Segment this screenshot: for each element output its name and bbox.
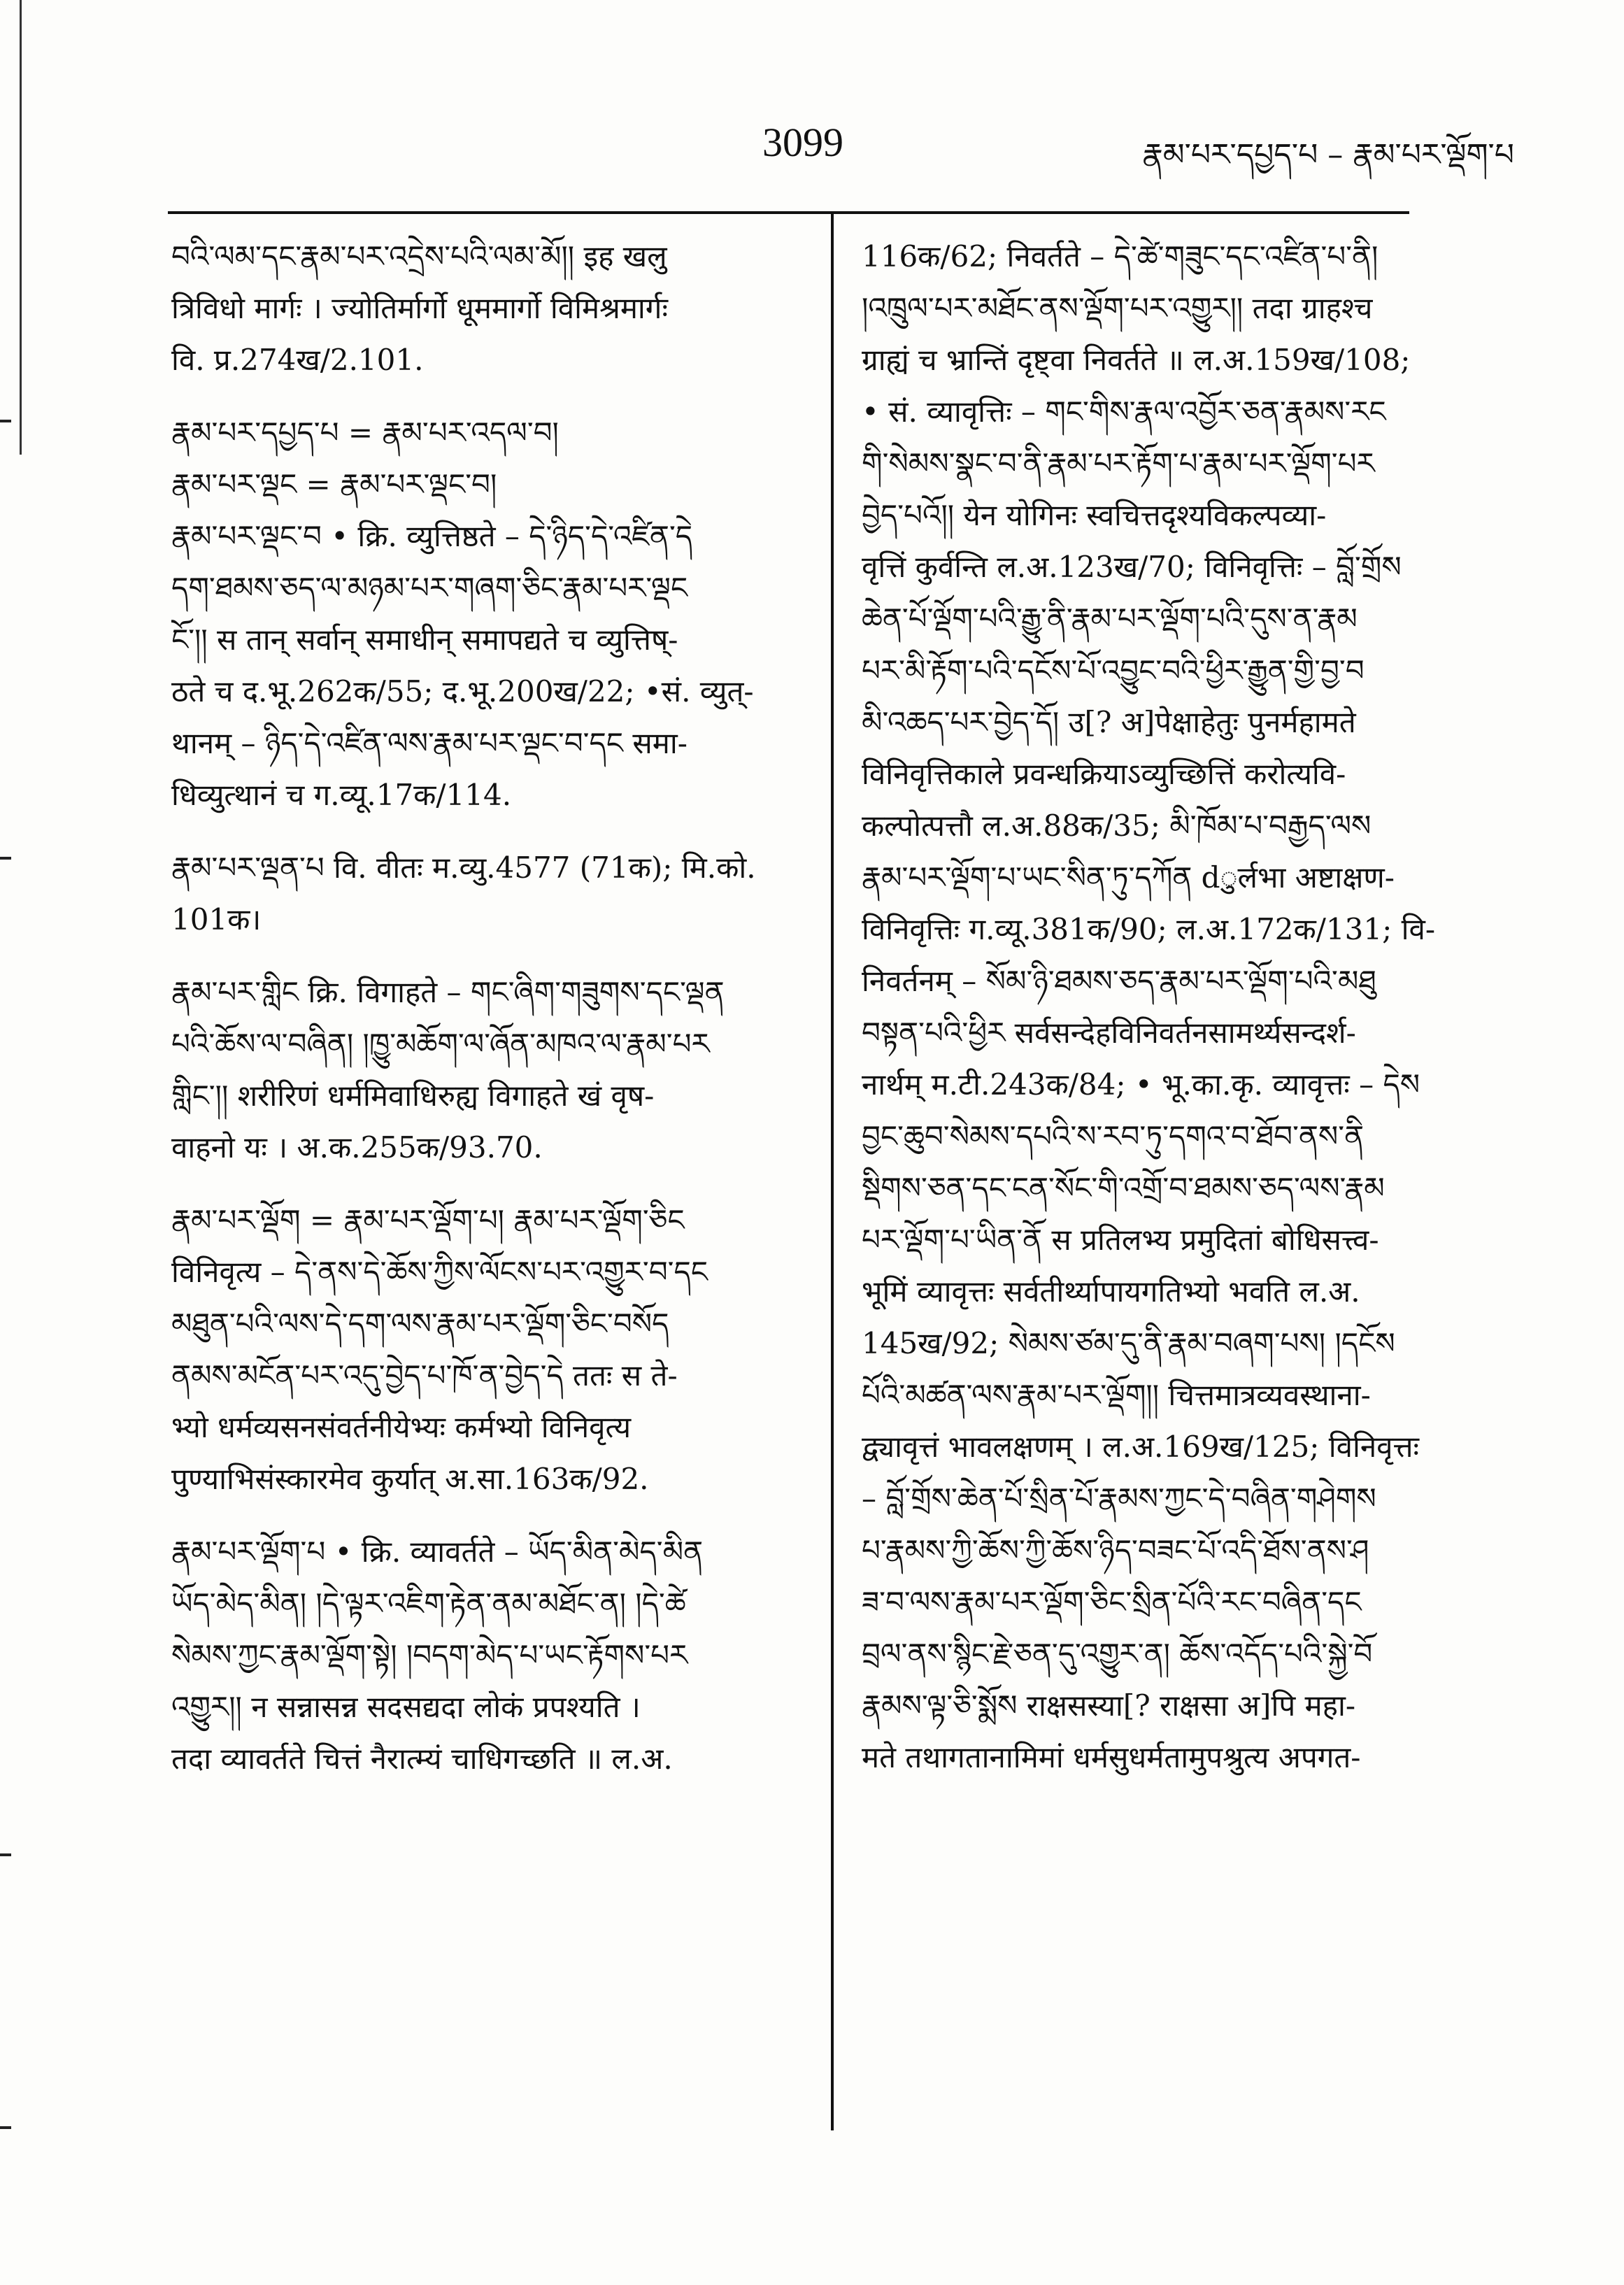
text-line: ཟ་བ་ལས་རྣམ་པར་ལྡོག་ཅིང་སྲིན་པོའི་རང་བཞིན་དང [862, 1585, 1362, 1619]
text-line: སེམས་ཀྱང་རྣམ་ལྡོག་སྟེ། །བདག་མེད་པ་ཡང་རྟོགས་པར [171, 1638, 688, 1672]
text-line: विनिवृत्तिः ग.व्यू.381क/90; ल.अ.172क/131; वि- [862, 912, 1436, 946]
text-line: मते तथागतानामिमां धर्मसुधर्मतामुपश्रुत्य अपगत- [862, 1740, 1361, 1774]
entry-gap [171, 821, 801, 842]
text-line: 145ख/92; སེམས་ཙམ་དུ་ནི་རྣམ་བཞག་པས། །དངོས [862, 1326, 1395, 1360]
page-number: 3099 [762, 120, 843, 165]
entry-gap [171, 946, 801, 967]
text-line: वि. प्र.274ख/2.101. [171, 343, 424, 377]
text-line: མི་འཆད་པར་བྱེད་དོ། उ[? अ]पेक्षाहेतुः पुनर्महामते [862, 705, 1356, 739]
text-line: བྱང་ཆུབ་སེམས་དཔའི་ས་རབ་ཏུ་དགའ་བ་ཐོབ་ནས་ནི [862, 1119, 1365, 1153]
scan-edge-mark [0, 1853, 11, 1856]
text-line: རྣམ་པར་ལྡོག་པ་ཡང་སིན་ཏུ་དཀོན dुर्लभा अष्टाक्षण- [862, 860, 1395, 895]
text-line: ཆེན་པོ་ལྡོག་པའི་རྒྱུ་ནི་རྣམ་པར་ལྡོག་པའི་དུས་ན་རྣམ [862, 601, 1358, 636]
text-line: བྱེད་པའོ།། येन योगिनः स्वचित्तदृश्यविकल्पव्या- [862, 498, 1327, 532]
header-rule [168, 211, 1409, 214]
left-column [171, 231, 801, 1785]
text-line: तदा व्यावर्तते चित्तं नैरात्म्यं चाधिगच्छति ॥ ल.अ. [171, 1742, 673, 1776]
text-line: ནམས་མངོན་པར་འདུ་བྱེད་པ་ཁོ་ན་བྱེད་དེ ततः स ते- [171, 1358, 678, 1393]
text-line: – བློ་གྲོས་ཆེན་པོ་སྲིན་པོ་རྣམས་ཀྱང་དེ་བཞིན་གཤེགས [862, 1481, 1376, 1516]
text-line: विनिवृत्तिकाले प्रवन्धक्रियाऽव्युच्छित्तिं करोत्यवि- [862, 757, 1346, 791]
text-line: द्व्यावृत्तं भावलक्षणम् । ल.अ.169ख/125; विनिवृत्तः [862, 1430, 1420, 1464]
text-line: པར་ལྡོག་པ་ཡིན་ནོ स प्रतिलभ्य प्रमुदितां बोधिसत्त्व- [862, 1223, 1379, 1257]
text-line: वृत्तिं कुर्वन्ति ल.अ.123ख/70; विनिवृत्तिः – བློ་གྲོས [862, 550, 1402, 584]
text-line: धिव्युत्थानं च ग.व्यू.17क/114. [171, 778, 512, 812]
entry-gap [171, 386, 801, 407]
entry-gap [171, 1505, 801, 1526]
text-line: थानम् – ཉིད་དེ་འཛིན་ལས་རྣམ་པར་ལྡང་བ་དང समा- [171, 726, 688, 760]
text-line: རྣམ་པར་ལྡང = རྣམ་པར་ལྡང་བ། [171, 467, 497, 501]
text-line: ངོ་།། स तान् सर्वान् समाधीन् समापद्यते च व्युत्तिष्- [171, 622, 678, 657]
scan-edge-mark [0, 420, 11, 422]
text-line: कल्पोत्पत्तौ ल.अ.88क/35; མི་ཁོམ་པ་བརྒྱད་ལས [862, 809, 1372, 843]
text-line: བསྟན་པའི་ཕྱིར सर्वसन्देहविनिवर्तनसामर्थ्यसन्दर्श- [862, 1016, 1356, 1050]
right-column [862, 231, 1495, 1784]
text-line: पुण्याभिसंस्कारमेव कुर्यात् अ.सा.163क/92. [171, 1462, 649, 1496]
text-line: འགྱུར།། न सन्नासन्न सदसद्यदा लोकं प्रपश्यति । [171, 1690, 641, 1724]
text-line: རྣམ་པར་དཔྱད་པ = རྣམ་པར་འདལ་བ། [171, 415, 559, 450]
text-line: རྣམ་པར་ལྡོག་པ • क्रि. व्यावर्तते – ཡོད་མིན་མེད་མིན [171, 1535, 704, 1569]
text-line: 101क। [171, 902, 262, 937]
text-line: • सं. व्यावृत्तिः – གང་གིས་རྣལ་འབྱོར་ཅན་རྣམས་རང [862, 394, 1386, 429]
text-line: विनिवृत्य – དེ་ནས་དེ་ཆོས་ཀྱིས་ལོངས་པར་འགྱུར་བ་དང [171, 1255, 708, 1289]
entry-gap [171, 1174, 801, 1195]
text-line: त्रिविधो मार्गः । ज्योतिर्मार्गो धूममार्गो विमिश्रमार्गः [171, 291, 668, 325]
scan-edge-mark [0, 857, 11, 860]
text-line: भूमिं व्यावृत्तः सर्वतीर्थ्यापायगतिभ्यो भवति ल.अ. [862, 1274, 1360, 1309]
text-line: རྣམ་པར་ལྡོག = རྣམ་པར་ལྡོག་པ། རྣམ་པར་ལྡོག་ཅིང [171, 1203, 685, 1237]
text-line: རྣམ་པར་གླིང क्रि. विगाहते – གང་ཞིག་གཟུགས་དང་ལྡན [171, 975, 725, 1009]
scan-edge-line [20, 0, 22, 455]
text-line: མཐུན་པའི་ལས་དེ་དག་ལས་རྣམ་པར་ལྡོག་ཅིང་བསོད [171, 1307, 669, 1341]
text-line: པར་མི་རྟོག་པའི་དངོས་པོ་འབྱུང་བའི་ཕྱིར་རྒྱུན་གྱི་བྱ་བ [862, 653, 1365, 688]
text-line: ཡོད་མེད་མིན། །དེ་ལྟར་འཇིག་རྟེན་ནམ་མཐོང་ན། །དེ་ཚེ [171, 1586, 686, 1621]
text-line: པ་རྣམས་ཀྱི་ཆོས་ཀྱི་ཆོས་ཉིད་བཟང་པོ་འདི་ཐོས་ནས་ཤ [862, 1533, 1369, 1567]
text-line: निवर्तनम् – སོམ་ཉི་ཐམས་ཅད་རྣམ་པར་ལྡོག་པའི་མཐུ [862, 964, 1376, 998]
text-line: གི་སེམས་སྣང་བ་ནི་རྣམ་པར་རྟོག་པ་རྣམ་པར་ལྡོག་པར [862, 446, 1375, 481]
text-line: བའི་ལམ་དང་རྣམ་པར་འདྲེས་པའི་ལམ་མོ།། इह खलु [171, 239, 667, 273]
text-line: གླིང་།། शरीरिणं धर्ममिवाधिरुह्य विगाहते खं वृष- [171, 1079, 655, 1113]
text-line: དག་ཐམས་ཅད་ལ་མཉམ་པར་གཞག་ཅིང་རྣམ་པར་ལྡང [171, 571, 688, 605]
text-line: 116क/62; निवर्तते – དེ་ཚེ་གཟུང་དང་འཛིན་པ་ནི། [862, 239, 1379, 273]
text-line: རྣམ་པར་ལྡང་བ • क्रि. व्युत्तिष्ठते – དེ་ཉིད་དེ་འཛིན་དེ [171, 519, 693, 553]
text-line: नार्थम् म.टी.243क/84; • भू.का.कृ. व्यावृत्तः – དེས [862, 1067, 1420, 1102]
text-line: ग्राह्यं च भ्रान्तिं दृष्ट्वा निवर्तते ॥ ल.अ.159ख/108; [862, 343, 1411, 377]
text-line: བྲལ་ནས་སྙིང་རྗེ་ཅན་དུ་འགྱུར་ན། ཆོས་འདོད་པའི་སྐྱེ་བོ [862, 1637, 1373, 1671]
text-line: वाहनो यः । अ.क.255क/93.70. [171, 1130, 543, 1165]
text-line: རྣམས་ལྟ་ཅི་སྨོས राक्षसस्या[? राक्षसा अ]पि महा- [862, 1688, 1356, 1723]
text-line: རྣམ་པར་ལྡན་པ वि. वीतः म.व्यु.4577 (71क); मि.को. [171, 850, 756, 885]
text-line: སྡིགས་ཅན་དང་ངན་སོང་གི་འགྲོ་བ་ཐམས་ཅད་ལས་རྣམ [862, 1171, 1385, 1205]
scan-edge-mark [0, 2126, 11, 2129]
running-head: རྣམ་པར་དཔྱད་པ – རྣམ་པར་ལྡོག་པ [1142, 137, 1514, 173]
column-divider [831, 214, 834, 2130]
text-line: པོའི་མཚན་ལས་རྣམ་པར་ལྡོག།། चित्तमात्रव्यवस्थाना- [862, 1378, 1371, 1412]
text-line: भ्यो धर्मव्यसनसंवर्तनीयेभ्यः कर्मभ्यो विनिवृत्य [171, 1410, 632, 1444]
text-line: །འཁྲུལ་པར་མཐོང་ནས་ལྡོག་པར་འགྱུར།། तदा ग्राहश्च [862, 291, 1373, 325]
text-line: ठते च द.भू.262क/55; द.भू.200ख/22; •सं. व्युत्- [171, 674, 754, 709]
text-line: པའི་ཆོས་ལ་བཞིན། །ཁྱུ་མཆོག་ལ་ཞོན་མཁའ་ལ་རྣམ་པར [171, 1027, 710, 1061]
